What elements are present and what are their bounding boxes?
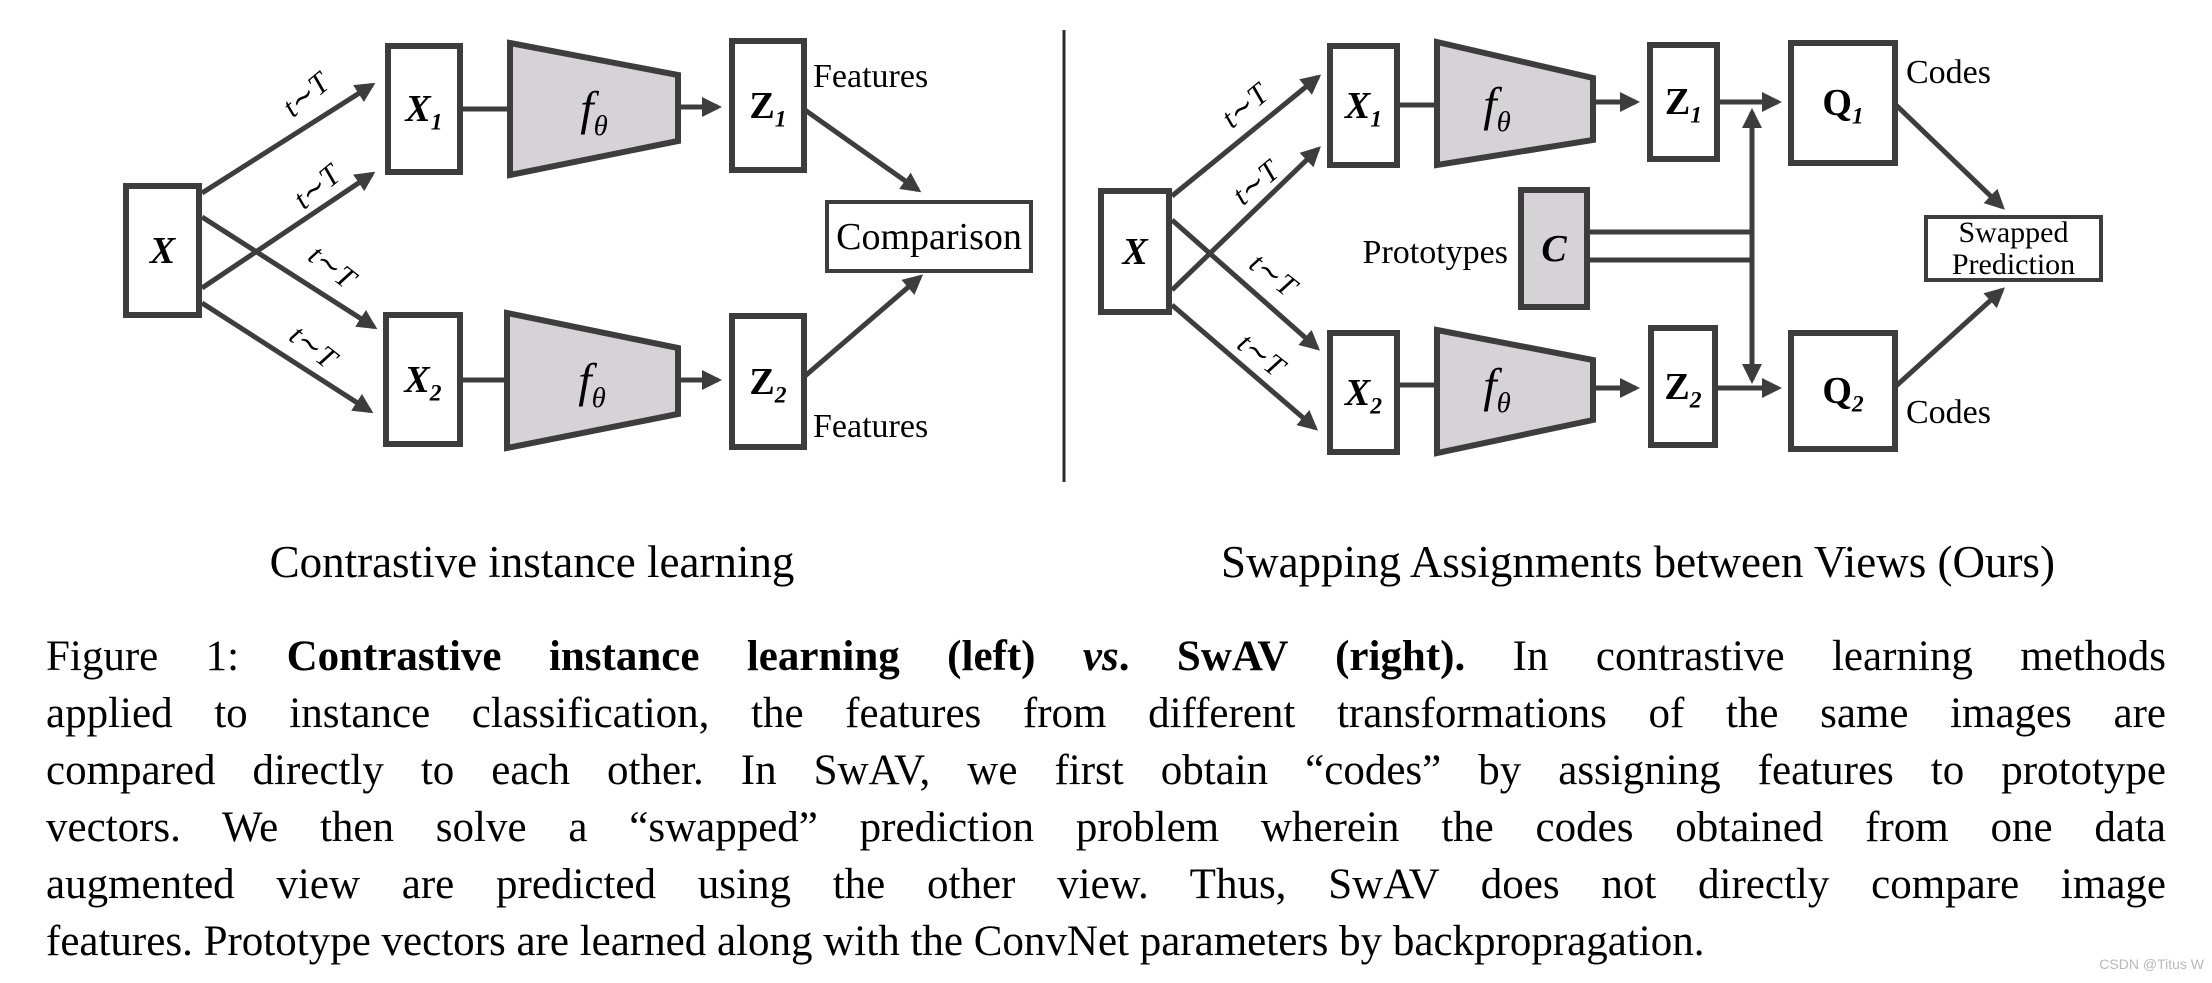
caption-line: vectors. We then solve a “swapped” prediction problem wherein the codes obtained from one data bbox=[46, 804, 2166, 851]
left-augmentation-arrows bbox=[202, 85, 374, 411]
right-view2-box: $X_2$ bbox=[1327, 330, 1400, 455]
features-label-bottom: Features bbox=[813, 408, 929, 445]
right-encoder1-label: $f_\theta$ bbox=[1483, 78, 1511, 139]
features-label-top: Features bbox=[813, 58, 929, 95]
left-input-image-box bbox=[123, 183, 202, 318]
transform-label: t∼T bbox=[1243, 246, 1303, 304]
transform-label: t∼T bbox=[276, 66, 336, 124]
caption-line: augmented view are predicted using the other view. Thus, SwAV does not directly compare image bbox=[46, 861, 2166, 908]
left-encoder2-label: $f_\theta$ bbox=[578, 354, 606, 415]
transform-label: t∼T bbox=[1231, 326, 1291, 384]
transform-label: t∼T bbox=[283, 318, 343, 376]
left-view1-box: $X_1$ bbox=[385, 43, 463, 175]
codes-label-top: Codes bbox=[1906, 54, 1991, 91]
encoder-trapezoid bbox=[1437, 42, 1593, 165]
right-panel-caption: Swapping Assignments between Views (Ours) bbox=[1221, 537, 2055, 587]
encoder-trapezoid bbox=[1437, 330, 1593, 453]
transform-label: t∼T bbox=[1226, 154, 1286, 212]
swapped-prediction-box: Swapped Prediction bbox=[1924, 215, 2103, 282]
right-feature1-box: $Z_1$ bbox=[1647, 42, 1720, 162]
transform-label: t∼T bbox=[1215, 77, 1275, 135]
code1-box: $Q_1$ bbox=[1788, 40, 1898, 166]
watermark: CSDN @Titus W bbox=[2099, 956, 2204, 972]
right-encoder2-label: $f_\theta$ bbox=[1483, 359, 1511, 420]
comparison-box: Comparison bbox=[825, 200, 1033, 273]
left-encoder1-label: $f_\theta$ bbox=[580, 82, 608, 143]
right-input-image-box: X bbox=[1098, 188, 1172, 315]
code2-box: $Q_2$ bbox=[1788, 330, 1898, 452]
right-view1-box: $X_1$ bbox=[1327, 43, 1400, 168]
caption-line: Figure 1: Contrastive instance learning (left) vs. SwAV (right). In contrastive learning methods bbox=[46, 633, 2166, 680]
prototypes-label: Prototypes bbox=[1362, 234, 1508, 271]
left-panel-caption: Contrastive instance learning bbox=[269, 537, 795, 587]
node-label: X bbox=[149, 229, 176, 272]
codes-label-bottom: Codes bbox=[1906, 394, 1991, 431]
caption-line: applied to instance classification, the features from different transformations of the same images are bbox=[46, 690, 2166, 737]
left-feature1-box: $Z_1$ bbox=[729, 38, 807, 173]
figure-caption bbox=[46, 628, 2166, 970]
transform-label: t∼T bbox=[287, 158, 347, 216]
right-feature2-box: $Z_2$ bbox=[1648, 325, 1718, 448]
caption-line: features. Prototype vectors are learned along with the ConvNet parameters by backpropragation. bbox=[46, 918, 1705, 965]
left-feature2-box: $Z_2$ bbox=[729, 313, 807, 450]
transform-label: t∼T bbox=[302, 238, 362, 296]
caption-line: compared directly to each other. In SwAV, we first obtain “codes” by assigning features to prototype bbox=[46, 747, 2166, 794]
left-view2-box: $X_2$ bbox=[383, 312, 463, 447]
prototypes-matrix-box: C bbox=[1518, 187, 1590, 310]
right-augmentation-arrows bbox=[1172, 77, 1318, 428]
